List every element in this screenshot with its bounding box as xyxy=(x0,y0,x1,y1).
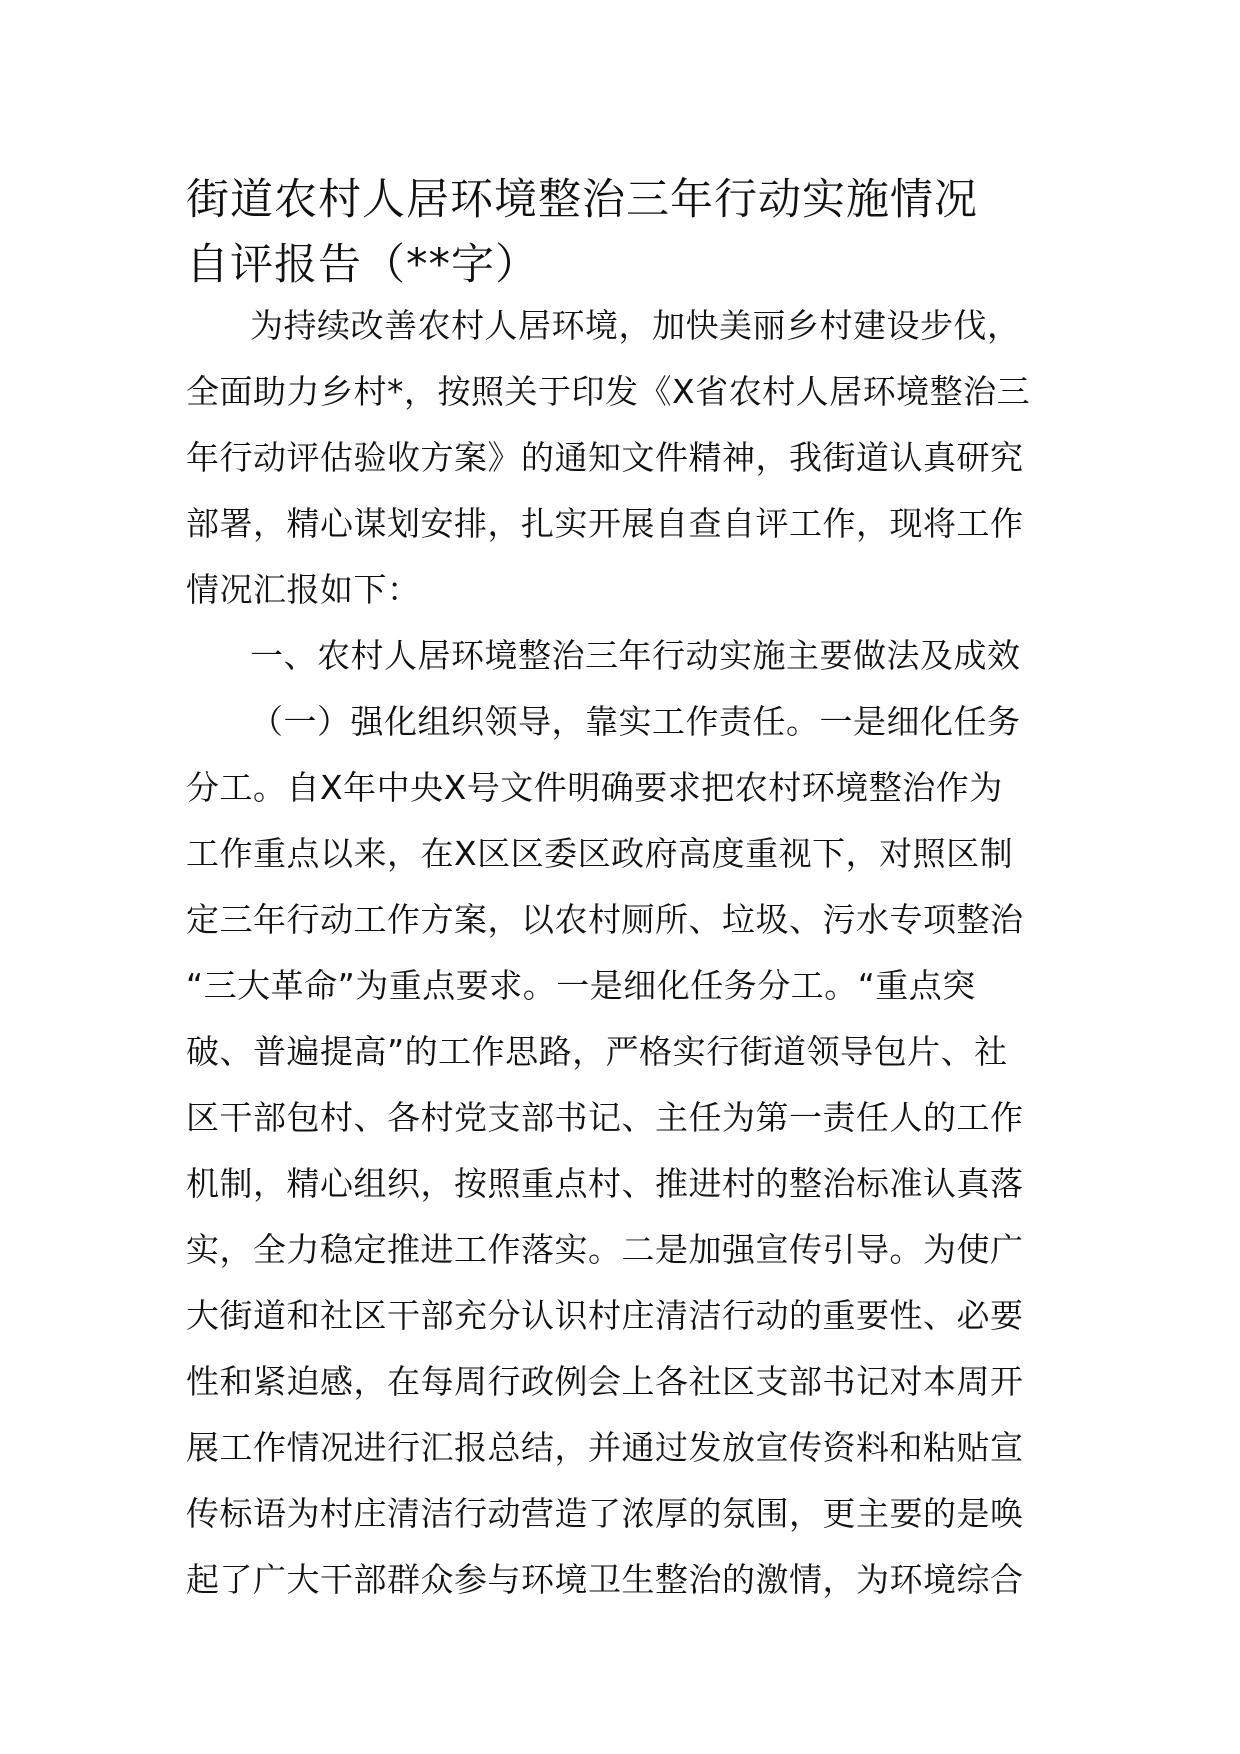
paragraph-line: 性和紧迫感，在每周行政例会上各社区支部书记对本周开 xyxy=(186,1362,1024,1401)
title-line-1: 街道农村人居环境整治三年行动实施情况 xyxy=(186,175,978,225)
paragraph-line: 定三年行动工作方案，以农村厕所、垃圾、污水专项整治 xyxy=(186,900,1024,939)
paragraph-line: 年行动评估验收方案》的通知文件精神，我街道认真研究 xyxy=(186,438,1024,477)
paragraph-line: （一）强化组织领导，靠实工作责任。一是细化任务 xyxy=(250,702,1021,741)
paragraph-line: 传标语为村庄清洁行动营造了浓厚的氛围，更主要的是唤 xyxy=(186,1494,1024,1533)
paragraph-line: 区干部包村、各村党支部书记、主任为第一责任人的工作 xyxy=(186,1098,1024,1137)
paragraph-line: “三大革命”为重点要求。一是细化任务分工。“重点突 xyxy=(186,966,976,1005)
title-line-2: 自评报告（**字） xyxy=(186,240,539,290)
section-heading: 一、农村人居环境整治三年行动实施主要做法及成效 xyxy=(250,636,1021,675)
paragraph-line: 为持续改善农村人居环境，加快美丽乡村建设步伐， xyxy=(250,306,1021,345)
paragraph-line: 起了广大干部群众参与环境卫生整治的激情，为环境综合 xyxy=(186,1560,1024,1599)
paragraph-line: 破、普遍提高”的工作思路，严格实行街道领导包片、社 xyxy=(186,1032,1008,1071)
paragraph-line: 实，全力稳定推进工作落实。二是加强宣传引导。为使广 xyxy=(186,1230,1024,1269)
paragraph-line: 情况汇报如下： xyxy=(186,570,421,609)
paragraph-line: 工作重点以来，在X区区委区政府高度重视下，对照区制 xyxy=(186,834,1014,873)
paragraph-line: 分工。自X年中央X号文件明确要求把农村环境整治作为 xyxy=(186,768,1003,807)
paragraph-line: 机制，精心组织，按照重点村、推进村的整治标准认真落 xyxy=(186,1164,1024,1203)
paragraph-line: 部署，精心谋划安排，扎实开展自查自评工作，现将工作 xyxy=(186,504,1024,543)
paragraph-line: 展工作情况进行汇报总结，并通过发放宣传资料和粘贴宣 xyxy=(186,1428,1024,1467)
paragraph-line: 全面助力乡村*，按照关于印发《X省农村人居环境整治三 xyxy=(186,372,1031,411)
paragraph-line: 大街道和社区干部充分认识村庄清洁行动的重要性、必要 xyxy=(186,1296,1024,1335)
